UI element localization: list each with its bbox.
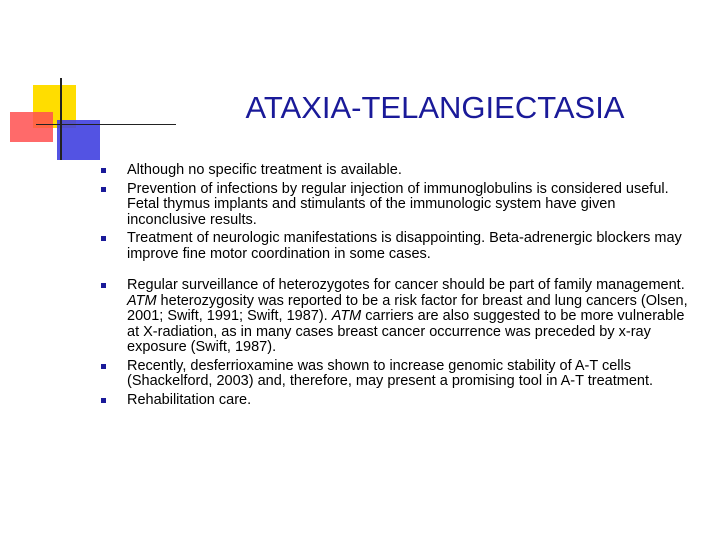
bullet-item — [98, 163, 698, 179]
bullet-text: Although no specific treatment is available. — [127, 162, 402, 178]
square-bullet-icon — [101, 236, 106, 241]
bullet-text: ATM — [127, 292, 157, 309]
bullet-text: Rehabilitation care. — [127, 391, 252, 408]
square-bullet-icon — [101, 398, 106, 403]
bullet-text: Recently, desferrioxamine was shown to increase genomic stability of A-T cells (Shackelford, 2003) and, therefore, may present a promising tool in A-T treatment. — [127, 357, 654, 389]
square-bullet-icon — [101, 168, 106, 173]
blue-block — [57, 120, 100, 160]
slide-title: ATAXIA-TELANGIECTASIA — [245, 90, 625, 125]
bullet-text: Regular surveillance of heterozygotes for cancer should be part of family management. — [127, 277, 685, 293]
red-block — [10, 112, 53, 142]
bullet-item — [98, 393, 698, 409]
bullet-text: heterozygosity was reported to be a risk factor for breast and lung cancers (Olsen, 2001; Swift, 1991; Swift, 1987). — [127, 292, 688, 324]
vertical-rule — [60, 78, 62, 160]
bullet-list — [98, 163, 698, 411]
bullet-item — [98, 231, 698, 262]
square-bullet-icon — [101, 364, 106, 369]
bullet-item — [98, 278, 698, 356]
square-bullet-icon — [101, 187, 106, 192]
bullet-item — [98, 182, 698, 229]
bullet-text: Treatment of neurologic manifestations is disappointing. Beta-adrenergic blockers may improve fine motor coordination in some cases. — [127, 230, 682, 262]
horizontal-rule — [36, 124, 176, 125]
bullet-text: Prevention of infections by regular injection of immunoglobulins is considered useful. Fetal thymus implants and stimulants of the immunologic system have given inconclusive results. — [127, 180, 669, 228]
bullet-text: ATM — [331, 308, 362, 324]
bullet-item — [98, 359, 698, 390]
square-bullet-icon — [101, 283, 106, 288]
bullet-text: carriers are also suggested to be more vulnerable at X-radiation, as in many cases breast cancer occurrence was preceded by x-ray exposure (Swift, 1987). — [127, 308, 685, 355]
